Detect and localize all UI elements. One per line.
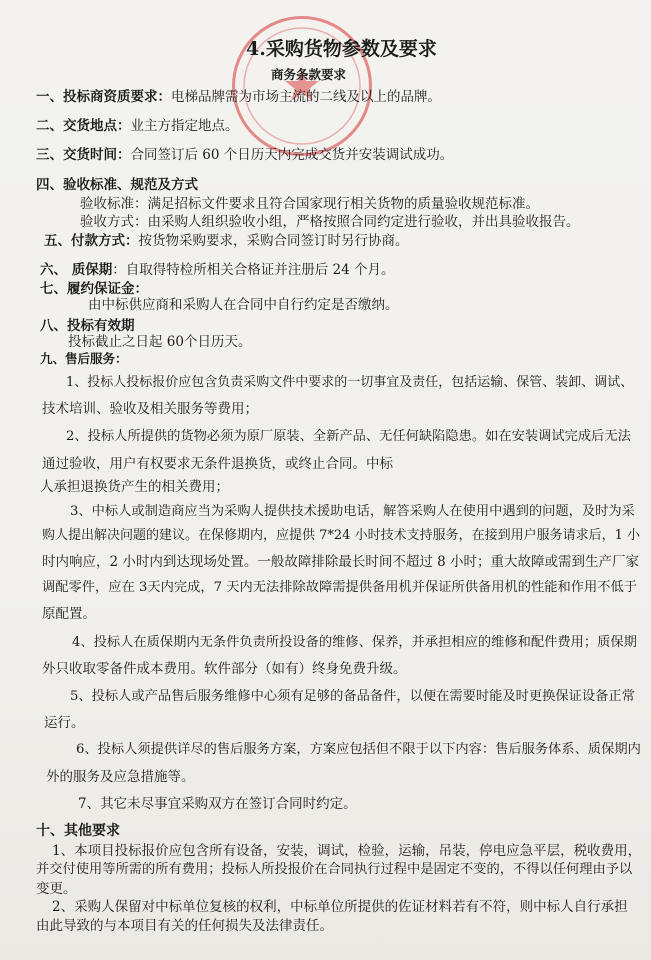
section-1 — [36, 88, 441, 106]
aftersale-6-line-2: 外的服务及应急措施等。 — [46, 769, 195, 785]
section-3-label: 三、交货时间： — [36, 147, 131, 163]
aftersale-3-line-5: 原配置。 — [42, 606, 96, 622]
section-2 — [36, 117, 239, 135]
section-5 — [44, 232, 409, 250]
section-4-line-1: 验收标准：满足招标文件要求且符合国家现行相关货物的质量验收规范标准。 — [80, 196, 539, 212]
aftersale-2-line-2: 通过验收，用户有权要求无条件退换货，或终止合同。中标 — [42, 456, 393, 472]
red-seal-stamp — [232, 16, 372, 156]
aftersale-2-line-3: 人承担退换货产生的相关费用； — [40, 479, 229, 495]
section-10-label: 十、其他要求 — [36, 823, 120, 839]
aftersale-4-line-2: 外只收取零备件成本费用。软件部分（如有）终身免费升级。 — [42, 661, 407, 677]
section-2-label: 二、交货地点： — [36, 118, 131, 134]
aftersale-5-line-1: 5、投标人或产品售后服务维修中心须有足够的备品备件，以便在需要时能及时更换保证设备正常 — [70, 689, 635, 704]
aftersale-2-line-1: 2、投标人所提供的货物必须为原厂原装、全新产品、无任何缺陷隐患。如在安装调试完成后无法 — [66, 429, 631, 444]
aftersale-5-line-2: 运行。 — [44, 715, 85, 731]
aftersale-7-line-1: 7、其它未尽事宜采购双方在签订合同时约定。 — [78, 796, 357, 812]
section-9-label: 九、售后服务： — [40, 351, 128, 366]
other-1-line-2: 并交付使用等所需的所有费用；投标人所投报价在合同执行过程中是固定不变的，不得以任何理由予以 — [36, 862, 633, 877]
aftersale-6-line-1: 6、投标人须提供详尽的售后服务方案，方案应包括但不限于以下内容：售后服务体系、质保期内 — [76, 742, 641, 757]
document-title: 4.采购货物参数及要求 — [246, 38, 437, 60]
aftersale-3-line-1: 3、中标人或制造商应当为采购人提供技术援助电话，解答采购人在使用中遇到的问题，及时为采 — [70, 504, 635, 519]
section-3-text: 合同签订后 60 个日历天内完成交货并安装调试成功。 — [130, 147, 454, 163]
section-6-label: 六、 质保期 — [40, 262, 113, 278]
section-1-label: 一、投标商资质要求： — [36, 89, 171, 105]
section-8-text: 投标截止之日起 60个日历天。 — [68, 334, 252, 350]
aftersale-1-line-1: 1、投标人投标报价应包含负责采购文件中要求的一切事宜及责任，包括运输、保管、装卸、调试、 — [66, 375, 634, 390]
other-1-line-1: 1、本项目投标报价应包含所有设备，安装，调试，检验，运输，吊装，停电应急平层，税收费用， — [52, 843, 642, 859]
section-6-text: ：自取得特检所相关合格证并注册后 24 个月。 — [112, 262, 395, 278]
section-3 — [36, 146, 453, 164]
section-8-label: 八、投标有效期 — [40, 318, 135, 334]
section-5-text: 按货物采购要求，采购合同签订时另行协商。 — [138, 233, 409, 249]
document-subtitle: 商务条款要求 — [271, 67, 347, 82]
other-1-line-3: 变更。 — [36, 881, 77, 897]
section-5-label: 五、付款方式： — [44, 233, 139, 249]
aftersale-3-line-3: 时内响应，2 小时内到达现场处置。一般故障排除最长时间不超过 8 小时；重大故障或需到生产厂家 — [42, 554, 640, 570]
aftersale-3-line-4: 调配零件，应在 3天内完成，7 天内无法排除故障需提供备用机并保证所供备用机的性能和作用不低于 — [42, 580, 638, 595]
section-4-line-2: 验收方式：由采购人组织验收小组，严格按照合同约定进行验收，并出具验收报告。 — [80, 214, 580, 230]
section-4-label: 四、验收标准、规范及方式 — [36, 177, 198, 193]
section-1-text: 电梯品牌需为市场主流的二线及以上的品牌。 — [171, 89, 441, 105]
section-7-label: 七、履约保证金： — [40, 281, 148, 297]
other-2-line-1: 2、采购人保留对中标单位复核的权利，中标单位所提供的佐证材料若有不符，则中标人自行承担 — [52, 899, 628, 915]
aftersale-3-line-2: 购人提出解决问题的建议。在保修期内，应提供 7*24 小时技术支持服务，在接到用户服务请求后，1 小 — [42, 528, 640, 543]
section-2-text: 业主方指定地点。 — [130, 118, 239, 134]
section-6 — [40, 261, 394, 279]
section-7-text: 由中标供应商和采购人在合同中自行约定是否缴纳。 — [88, 297, 399, 313]
other-2-line-2: 由此导致的与本项目有关的任何损失及法律责任。 — [36, 918, 333, 934]
aftersale-1-line-2: 技术培训、验收及相关服务等费用； — [42, 401, 258, 417]
aftersale-4-line-1: 4、投标人在质保期内无条件负责所投设备的维修、保养，并承担相应的维修和配件费用；质保期 — [72, 635, 637, 650]
